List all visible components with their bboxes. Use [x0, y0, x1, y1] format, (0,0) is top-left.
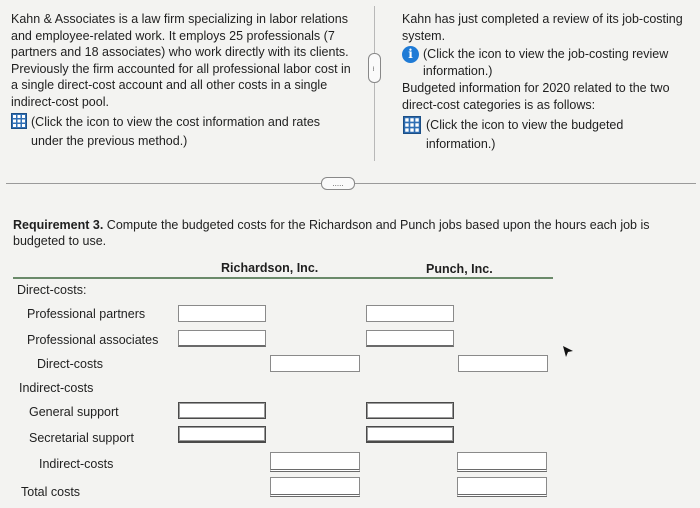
section-resize-handle[interactable]	[321, 177, 355, 190]
requirement-label: Requirement 3.	[13, 218, 104, 232]
punch-total-costs-input[interactable]	[457, 477, 547, 497]
review-intro: Kahn has just completed a review of its job-costing system.	[402, 12, 683, 43]
budget-info-link-text[interactable]: (Click the icon to view the budgeted information.)	[426, 117, 624, 151]
richardson-general-support-input[interactable]	[178, 402, 266, 419]
requirement-text	[13, 217, 673, 249]
col-header-punch: Punch, Inc.	[426, 262, 493, 276]
row-indirect-costs-total: Indirect-costs	[39, 457, 114, 471]
richardson-secretarial-support-input[interactable]	[178, 426, 266, 443]
review-info-link-text[interactable]: (Click the icon to view the job-costing review information.)	[423, 47, 669, 78]
row-secretarial-support: Secretarial support	[29, 431, 134, 445]
handle-dots: .....	[332, 178, 344, 188]
table-icon[interactable]	[402, 116, 422, 134]
review-info-link[interactable]	[402, 46, 694, 79]
punch-general-support-input[interactable]	[366, 402, 454, 419]
header-rule	[13, 277, 553, 279]
punch-associates-input[interactable]	[366, 330, 454, 347]
budget-text: Budgeted information for 2020 related to the two direct-cost categories is as follows:	[402, 81, 670, 112]
row-direct-costs-total: Direct-costs	[37, 357, 103, 371]
panel-resize-handle[interactable]	[368, 53, 381, 83]
richardson-associates-input[interactable]	[178, 330, 266, 347]
row-professional-partners: Professional partners	[27, 307, 146, 321]
punch-indirect-costs-input[interactable]	[457, 452, 547, 472]
intro-paragraph: Kahn & Associates is a law firm specializing in labor relations and employee-related work. It employs 25 professionals (7 partners and 18 associates) who work directly with its clients. Previously the firm accounted for all professional labor cost in a single direct-cost account and all other costs in a single indirect-cost pool.	[11, 12, 351, 109]
richardson-direct-costs-input[interactable]	[270, 355, 360, 372]
richardson-indirect-costs-input[interactable]	[270, 452, 360, 472]
row-direct-costs-header: Direct-costs:	[17, 283, 87, 297]
budget-info-link[interactable]	[402, 116, 694, 154]
row-total-costs: Total costs	[21, 485, 81, 499]
row-general-support: General support	[29, 405, 119, 419]
requirement-body: Compute the budgeted costs for the Richardson and Punch jobs based upon the hours each job is budgeted to use.	[13, 218, 650, 248]
handle-dots: .....	[371, 65, 378, 71]
table-icon[interactable]	[11, 113, 27, 129]
col-header-richardson: Richardson, Inc.	[221, 261, 319, 275]
row-professional-associates: Professional associates	[27, 333, 159, 347]
row-indirect-costs-header: Indirect-costs	[19, 381, 94, 395]
right-problem-text	[402, 11, 694, 154]
mouse-pointer-icon	[561, 344, 575, 358]
cost-info-link-text[interactable]: (Click the icon to view the cost information and rates under the previous method.)	[31, 114, 321, 148]
left-problem-text	[11, 11, 353, 151]
richardson-total-costs-input[interactable]	[270, 477, 360, 497]
punch-direct-costs-input[interactable]	[458, 355, 548, 372]
cost-info-link[interactable]	[11, 113, 353, 151]
punch-partners-input[interactable]	[366, 305, 454, 322]
info-icon[interactable]: i	[402, 46, 419, 63]
panel-divider	[374, 6, 375, 161]
richardson-partners-input[interactable]	[178, 305, 266, 322]
punch-secretarial-support-input[interactable]	[366, 426, 454, 443]
